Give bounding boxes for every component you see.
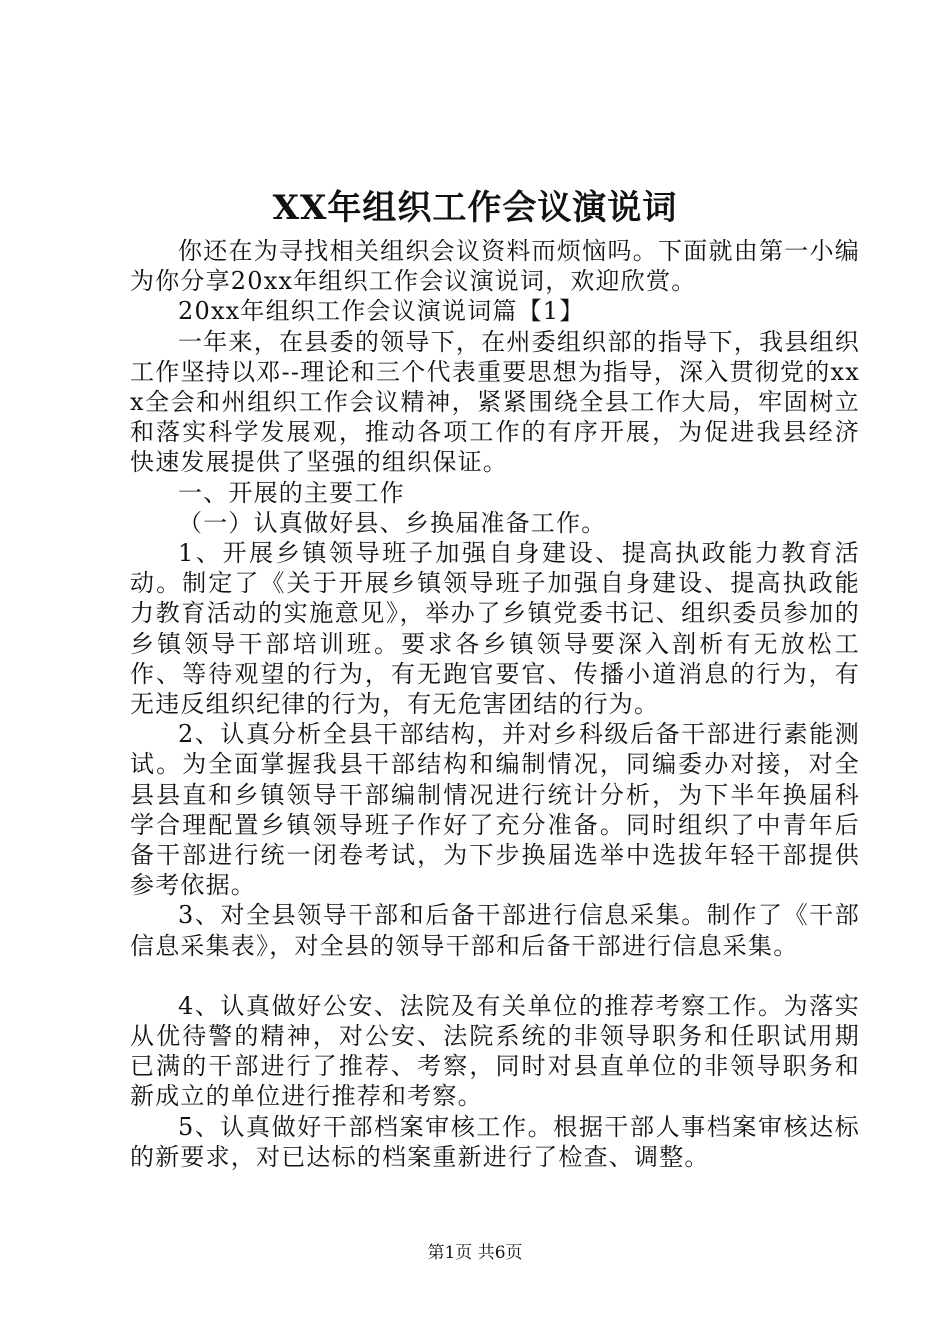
document-title: XX年组织工作会议演说词 — [272, 188, 678, 228]
paragraph-item-3: 3、对全县领导干部和后备干部进行信息采集。制作了《干部信息采集表》，对全县的领导干部和后备干部进行信息采集。 — [130, 901, 860, 960]
page-number-footer: 第1页 共6页 — [427, 1243, 523, 1263]
paragraph-item-4: 4、认真做好公安、法院及有关单位的推荐考察工作。为落实从优待警的精神，对公安、法院系统的非领导职务和任职试用期已满的干部进行了推荐、考察，同时对县直单位的非领导职务和新成立的单位进行推荐和考察。 — [130, 991, 860, 1111]
paragraph-item-1: 1、开展乡镇领导班子加强自身建设、提高执政能力教育活动。制定了《关于开展乡镇领导班子加强自身建设、提高执政能力教育活动的实施意见》，举办了乡镇党委书记、组织委员参加的乡镇领导干部培训班。要求各乡镇领导要深入剖析有无放松工作、等待观望的行为，有无跑官要官、传播小道消息的行为，有无违反组织纪律的行为，有无危害团结的行为。 — [130, 539, 860, 719]
paragraph-item-5: 5、认真做好干部档案审核工作。根据干部人事档案审核达标的新要求，对已达标的档案重新进行了检查、调整。 — [130, 1112, 860, 1171]
subheading-election-prep: （一）认真做好县、乡换届准备工作。 — [178, 508, 607, 537]
heading-main-work: 一、开展的主要工作 — [178, 478, 405, 507]
paragraph-overview: 一年来，在县委的领导下，在州委组织部的指导下，我县组织工作坚持以邓--理论和三个代表重要思想为指导，深入贯彻党的xxx全会和州组织工作会议精神，紧紧围绕全县工作大局，牢固树立和落实科学发展观，推动各项工作的有序开展，为促进我县经济快速发展提供了坚强的组织保证。 — [130, 327, 860, 477]
section-heading-speech-1: 20xx年组织工作会议演说词篇【1】 — [178, 297, 585, 326]
intro-paragraph: 你还在为寻找相关组织会议资料而烦恼吗。下面就由第一小编为你分享20xx年组织工作会议演说词，欢迎欣赏。 — [130, 237, 860, 296]
paragraph-item-2: 2、认真分析全县干部结构，并对乡科级后备干部进行素能测试。为全面掌握我县干部结构和编制情况，同编委办对接，对全县县直和乡镇领导干部编制情况进行统计分析，为下半年换届科学合理配置乡镇领导班子作好了充分准备。同时组织了中青年后备干部进行统一闭卷考试，为下步换届选举中选拔年轻干部提供参考依据。 — [130, 720, 860, 900]
document-body — [130, 236, 860, 1172]
